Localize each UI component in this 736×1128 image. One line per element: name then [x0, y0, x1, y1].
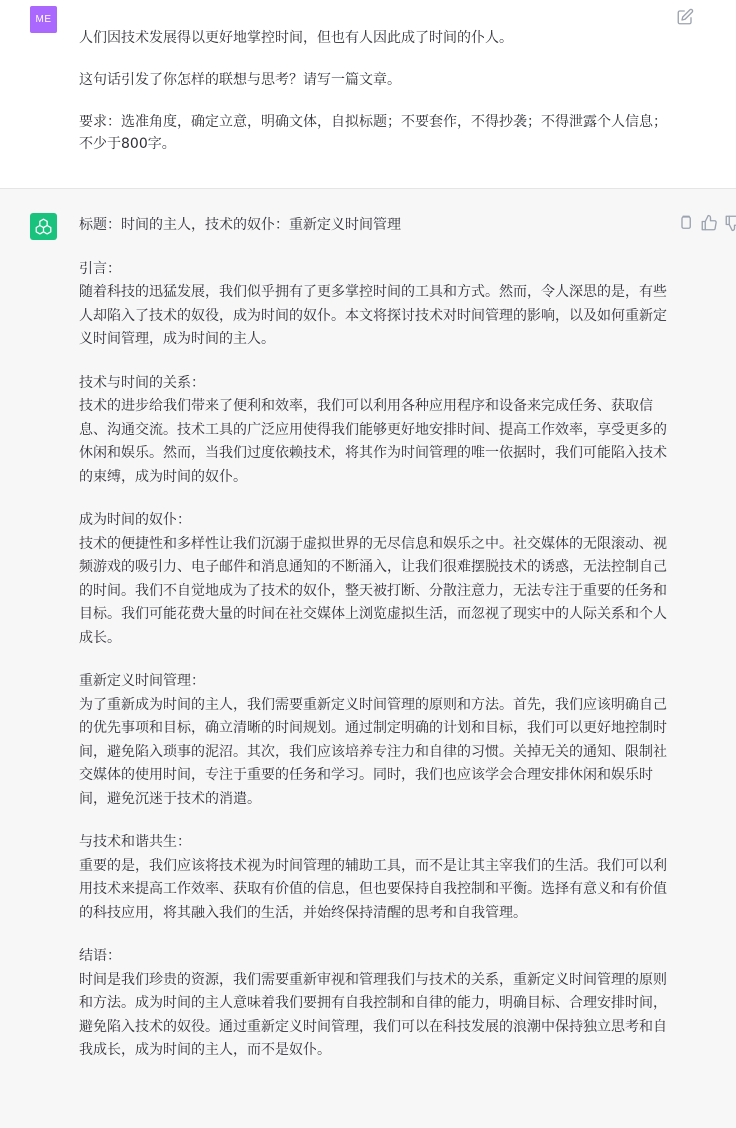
user-message — [0, 0, 736, 189]
thumbs-up-icon[interactable] — [700, 214, 718, 232]
section-body: 技术的进步给我们带来了便利和效率，我们可以利用各种应用程序和设备来完成任务、获取信息、沟通交流。技术工具的广泛应用使得我们能够更好地安排时间、提高工作效率，享受更多的休闲和娱乐。然而，当我们过度依赖技术，将其作为时间管理的唯一依据时，我们可能陷入技术的束缚，成为时间的奴仆。 — [79, 398, 667, 485]
user-avatar: ME — [30, 6, 57, 33]
assistant-message — [0, 190, 736, 1128]
chatgpt-logo-icon — [30, 213, 57, 240]
copy-icon[interactable] — [676, 214, 694, 232]
section-technology-and-time — [79, 372, 669, 490]
section-heading: 重新定义时间管理： — [79, 673, 205, 689]
edit-icon[interactable] — [676, 8, 694, 26]
section-body: 重要的是，我们应该将技术视为时间管理的辅助工具，而不是让其主宰我们的生活。我们可以利用技术来提高工作效率、获取有价值的信息，但也要保持自我控制和平衡。选择有意义和有价值的科技应用，将其融入我们的生活，并始终保持清醒的思考和自我管理。 — [79, 857, 667, 921]
section-body: 为了重新成为时间的主人，我们需要重新定义时间管理的原则和方法。首先，我们应该明确自己的优先事项和目标，确立清晰的时间规划。通过制定明确的计划和目标，我们可以更好地控制时间，避免陷入琐事的泥沼。其次，我们应该培养专注力和自律的习惯。关掉无关的通知、限制社交媒体的使用时间，专注于重要的任务和学习。同时，我们也应该学会合理安排休闲和娱乐时间，避免沉迷于技术的消遣。 — [79, 696, 667, 807]
section-body: 技术的便捷性和多样性让我们沉溺于虚拟世界的无尽信息和娱乐之中。社交媒体的无限滚动、视频游戏的吸引力、电子邮件和消息通知的不断涌入，让我们很难摆脱技术的诱惑，无法控制自己的时间。我们不自觉地成为了技术的奴仆，整天被打断、分散注意力，无法专注于重要的任务和目标。我们可能花费大量的时间在社交媒体上浏览虚拟生活，而忽视了现实中的人际关系和个人成长。 — [79, 535, 667, 646]
section-heading: 与技术和谐共生： — [79, 834, 191, 850]
prompt-line: 人们因技术发展得以更好地掌控时间，但也有人因此成了时间的仆人。 — [79, 30, 513, 46]
section-body: 随着科技的迅猛发展，我们似乎拥有了更多掌控时间的工具和方式。然而，令人深思的是，有些人却陷入了技术的奴役，成为时间的奴仆。本文将探讨技术对时间管理的影响，以及如何重新定义时间管理，成为时间的主人。 — [79, 284, 667, 347]
section-heading: 成为时间的奴仆： — [79, 512, 191, 528]
user-prompt — [79, 27, 669, 155]
section-heading: 结语： — [79, 948, 121, 964]
section-body: 时间是我们珍贵的资源，我们需要重新审视和管理我们与技术的关系，重新定义时间管理的原则和方法。成为时间的主人意味着我们要拥有自我控制和自律的能力，明确目标、合理安排时间，避免陷入技术的奴役。通过重新定义时间管理，我们可以在科技发展的浪潮中保持独立思考和自我成长，成为时间的主人，而不是奴仆。 — [79, 971, 667, 1058]
prompt-line: 这句话引发了你怎样的联想与思考？请写一篇文章。 — [79, 72, 401, 88]
section-heading: 引言： — [79, 260, 121, 277]
answer-title: 标题：时间的主人，技术的奴仆：重新定义时间管理 — [79, 217, 401, 233]
section-conclusion — [79, 945, 669, 1063]
section-harmony-with-technology — [79, 831, 669, 925]
section-heading: 技术与时间的关系： — [79, 374, 205, 391]
assistant-answer — [79, 214, 669, 1083]
section-redefine-time-management — [79, 670, 669, 811]
prompt-requirements: 要求：选准角度，确定立意，明确文体，自拟标题；不要套作，不得抄袭；不得泄露个人信息；不少于800字。 — [79, 114, 667, 152]
section-introduction — [79, 258, 669, 352]
message-actions — [676, 214, 736, 232]
thumbs-down-icon[interactable] — [724, 214, 736, 232]
section-servant-of-time — [79, 509, 669, 650]
